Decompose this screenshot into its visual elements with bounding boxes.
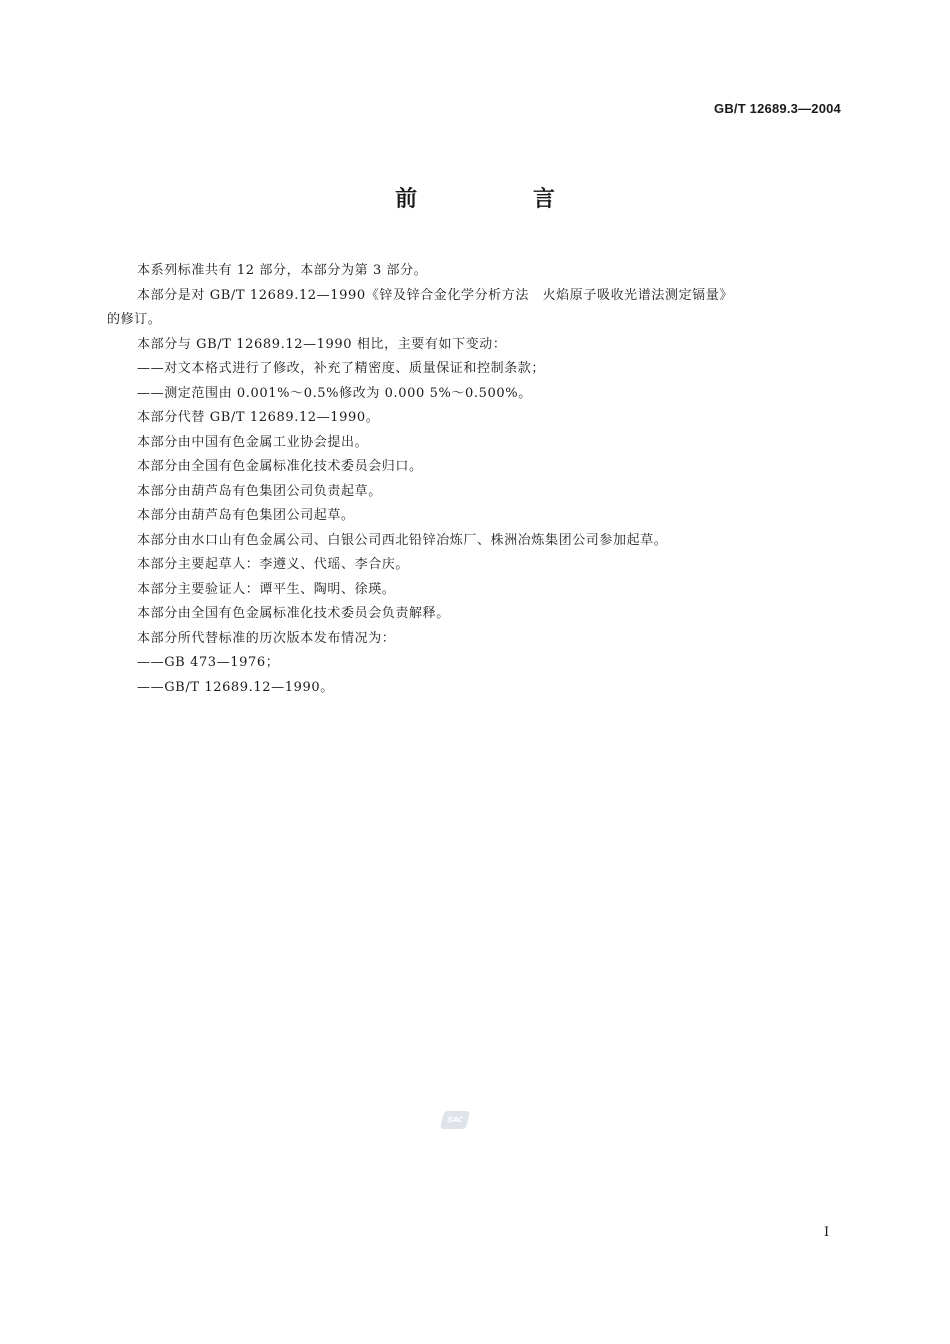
paragraph: 本部分由中国有色金属工业协会提出。 — [137, 434, 369, 450]
page-title: 前 言 — [395, 187, 609, 212]
paragraph: 本部分所代替标准的历次版本发布情况为： — [137, 630, 396, 646]
paragraph: 本部分主要验证人：谭平生、陶明、徐瑛。 — [137, 581, 396, 597]
paragraph: 本部分由葫芦岛有色集团公司负责起草。 — [137, 483, 382, 499]
paragraph-continuation: 的修订。 — [107, 312, 162, 327]
paragraph: 本部分与 GB/T 12689.12—1990 相比，主要有如下变动： — [137, 336, 507, 352]
document-body — [107, 259, 843, 700]
logo-text: SAC — [446, 1116, 464, 1124]
paragraph: 本系列标准共有 12 部分，本部分为第 3 部分。 — [137, 263, 428, 278]
list-item: ——对文本格式进行了修改，补充了精密度、质量保证和控制条款； — [137, 361, 546, 376]
paragraph: 本部分由全国有色金属标准化技术委员会归口。 — [137, 459, 423, 474]
paragraph: 本部分代替 GB/T 12689.12—1990。 — [137, 410, 380, 425]
page-number: I — [824, 1225, 830, 1240]
paragraph: 本部分由水口山有色金属公司、白银公司西北铅锌冶炼厂、株洲冶炼集团公司参加起草。 — [137, 532, 668, 548]
list-item: ——GB/T 12689.12—1990。 — [137, 679, 334, 695]
list-item: ——GB 473—1976； — [137, 655, 280, 670]
standard-code: GB/T 12689.3—2004 — [714, 101, 841, 116]
paragraph: 本部分由葫芦岛有色集团公司起草。 — [137, 508, 355, 523]
list-item: ——测定范围由 0.001%～0.5%修改为 0.000 5%～0.500%。 — [137, 385, 532, 401]
paragraph: 本部分是对 GB/T 12689.12—1990《锌及锌合金化学分析方法 火焰原子吸收光谱法测定镉量》 — [137, 287, 733, 303]
paragraph: 本部分由全国有色金属标准化技术委员会负责解释。 — [137, 606, 450, 621]
paragraph: 本部分主要起草人：李遵义、代瑶、李合庆。 — [137, 557, 410, 572]
sac-logo-watermark — [440, 1111, 470, 1129]
